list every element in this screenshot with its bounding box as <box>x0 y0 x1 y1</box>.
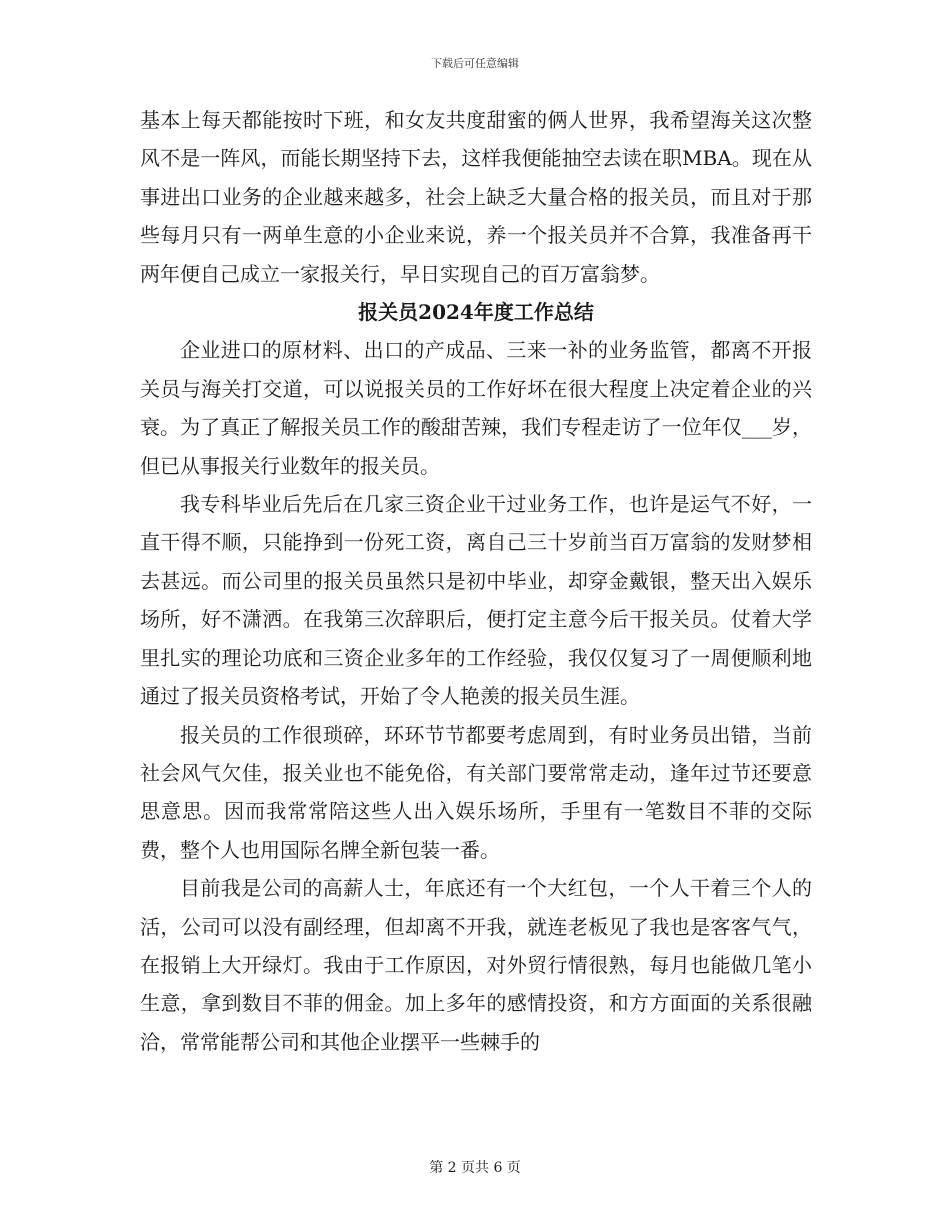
body-paragraph: 企业进口的原材料、出口的产成品、三来一补的业务监管，都离不开报关员与海关打交道，可以说报关员的工作好坏在很大程度上决定着企业的兴衰。为了真正了解报关员工作的酸甜苦辣，我们专程走访了一位年仅___岁，但已从事报关行业数年的报关员。 <box>140 338 812 478</box>
body-paragraph: 我专科毕业后先后在几家三资企业干过业务工作，也许是运气不好，一直干得不顺，只能挣到一份死工资，离自己三十岁前当百万富翁的发财梦相去甚远。而公司里的报关员虽然只是初中毕业，却穿金戴银，整天出入娱乐场所，好不潇洒。在我第三次辞职后，便打定主意今后干报关员。仗着大学里扎实的理论功底和三资企业多年的工作经验，我仅仅复习了一周便顺利地通过了报关员资格考试，开始了令人艳羡的报关员生涯。 <box>140 492 812 709</box>
intro-paragraph: 基本上每天都能按时下班，和女友共度甜蜜的俩人世界，我希望海关这次整风不是一阵风，而能长期坚持下去，这样我便能抽空去读在职MBA。现在从事进出口业务的企业越来越多，社会上缺乏大量合格的报关员，而且对于那些每月只有一两单生意的小企业来说，养一个报关员并不合算，我准备再干两年便自己成立一家报关行，早日实现自己的百万富翁梦。 <box>140 108 812 286</box>
body-paragraph: 目前我是公司的高薪人士，年底还有一个大红包，一个人干着三个人的活，公司可以没有副经理，但却离不开我，就连老板见了我也是客客气气，在报销上大开绿灯。我由于工作原因，对外贸行情很熟，每月也能做几笔小生意，拿到数目不菲的佣金。加上多年的感情投资，和方方面面的关系很融洽，常常能帮公司和其他企业摆平一些棘手的 <box>140 876 812 1054</box>
document-body <box>140 101 812 1061</box>
page-header: 下载后可任意编辑 <box>431 57 519 70</box>
body-paragraph: 报关员的工作很琐碎，环环节节都要考虑周到，有时业务员出错，当前社会风气欠佳，报关业也不能免俗，有关部门要常常走动，逢年过节还要意思意思。因而我常常陪这些人出入娱乐场所，手里有一笔数目不菲的交际费，整个人也用国际名牌全新包装一番。 <box>140 722 812 862</box>
document-title: 报关员2024年度工作总结 <box>358 300 594 325</box>
page-footer: 第 2 页共 6 页 <box>429 1160 521 1176</box>
